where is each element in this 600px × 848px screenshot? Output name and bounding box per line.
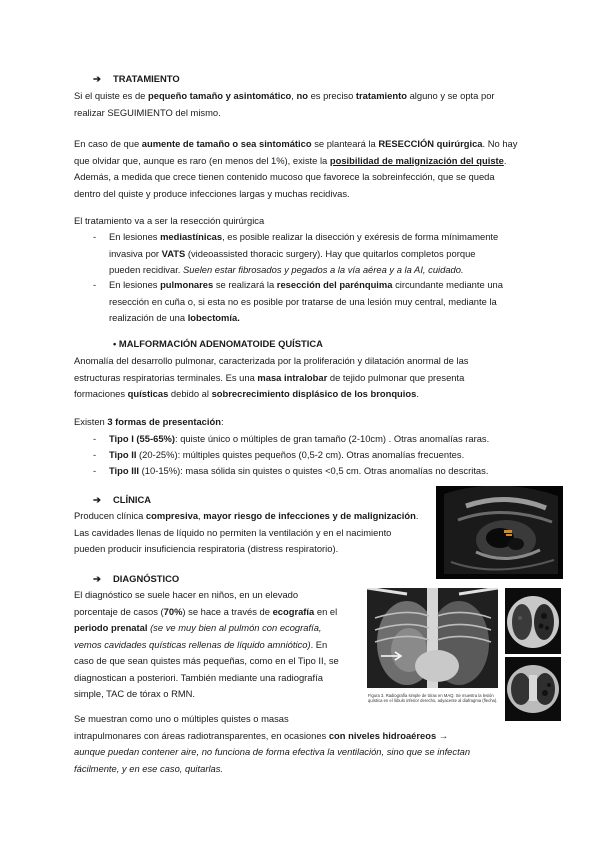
- ct-graphic-1: [505, 588, 561, 654]
- bullet-dash: -: [93, 465, 97, 476]
- tratamiento-intro: El tratamiento va a ser la resección quirúrgica: [74, 215, 265, 226]
- bullet-dash: -: [93, 449, 97, 460]
- clinica-paragraph: Producen clínica compresiva, mayor riesgo de infecciones y de malignización. Las cavidades llenas de líquido no permiten la ventilación y en el nacimiento pueden producir insuficiencia respiratoria (distress respiratorio).: [74, 510, 419, 554]
- chest-xray-image: [367, 588, 498, 688]
- tipo-ii: Tipo II (20-25%): múltiples quistes pequeños (0,5-2 cm). Otras anomalías frecuentes.: [109, 449, 465, 460]
- malformacion-paragraph: Anomalía del desarrollo pulmonar, caracterizada por la proliferación y dilatación anormal de las estructuras respiratorias terminales. Es una masa intralobar de tejido pulmonar que presenta formaciones quísticas debido al sobrecrecimiento displásico de los bronquios.: [74, 355, 469, 399]
- ct-scan-image-1: [505, 588, 561, 654]
- heading-tratamiento: ➔ TRATAMIENTO: [93, 71, 180, 88]
- xray-graphic: [367, 588, 498, 688]
- bullet-dash: -: [93, 433, 97, 444]
- diagnostico-paragraph-2: Se muestran como uno o múltiples quistes o masas intrapulmonares con áreas radiotransparentes, en ocasiones con niveles hidroaéreos → aunque puedan contener aire, no funciona de forma efectiva la ventilación, sino que se infectan fácilmente, y en ese caso, quitarlas.: [74, 713, 471, 774]
- tratamiento-paragraph-2: En caso de que aumente de tamaño o sea sintomático se planteará la RESECCIÓN quirúrgica. No hay que olvidar que, aunque es raro (en menos del 1%), existe la posibilidad de malignización del quiste. Además, a medida que crece tienen contenido mucoso que favorece la sobreinfección, que se queda dentro del quiste y produce infecciones largas y muchas recidivas.: [74, 138, 518, 199]
- formas-intro: Existen 3 formas de presentación:: [74, 416, 224, 427]
- heading-diagnostico: ➔ DIAGNÓSTICO: [93, 571, 179, 588]
- arrow-icon: ➔: [93, 73, 101, 84]
- arrow-icon: ➔: [93, 573, 101, 584]
- heading-clinica: ➔ CLÍNICA: [93, 492, 151, 509]
- prenatal-ultrasound-image: [436, 486, 563, 579]
- tratamiento-paragraph-1: Si el quiste es de pequeño tamaño y asintomático, no es preciso tratamiento alguno y se opta por realizar SEGUIMIENTO del mismo.: [74, 90, 495, 118]
- bullet-dash: -: [93, 279, 97, 290]
- figure-caption: Figura 3. Radiografía simple de tórax en MAQ. Se muestra la lesión quística en el lóbulo inferior derecho, adyacente al diafragma (flecha).: [368, 693, 498, 703]
- bullet-dash: -: [93, 231, 97, 242]
- ct-graphic-2: [505, 657, 561, 721]
- bullet-pulmonares: En lesiones pulmonares se realizará la resección del parénquima circundante mediante una resección en cuña o, si esta no es posible por tratarse de una lesión muy central, mediante la realización de una lobectomía.: [109, 279, 503, 323]
- ultrasound-graphic: [436, 486, 563, 579]
- bullet-mediastinicas: En lesiones mediastínicas, es posible realizar la disección y exéresis de forma mínimamente invasiva por VATS (videoassisted thoracic surgery). Hay que quitarlos completos porque pueden recidivar. Suelen estar fibrosados y pegados a la vía aérea y a la AI, cuidado.: [109, 231, 499, 275]
- ct-scan-image-2: [505, 657, 561, 721]
- diagnostico-paragraph-1: El diagnóstico se suele hacer en niños, en un elevado porcentaje de casos (70%) se hace a través de ecografía en el periodo prenatal (se ve muy bien al pulmón con ecografía, vemos cavidades quísticas rellenas de líquido amniótico). En caso de que sean quistes más pequeñas, como en el Tipo II, se diagnostican a posteriori. También mediante una radiografía simple, TAC de tórax o RMN.: [74, 589, 339, 699]
- heading-malformacion: • MALFORMACIÓN ADENOMATOIDE QUÍSTICA: [113, 338, 323, 349]
- tipo-i: Tipo I (55-65%): quiste único o múltiples de gran tamaño (2-10cm) . Otras anomalías raras.: [109, 433, 490, 444]
- tipo-iii: Tipo III (10-15%): masa sólida sin quistes o quistes <0,5 cm. Otras anomalías no descritas.: [109, 465, 489, 476]
- arrow-icon: ➔: [93, 494, 101, 505]
